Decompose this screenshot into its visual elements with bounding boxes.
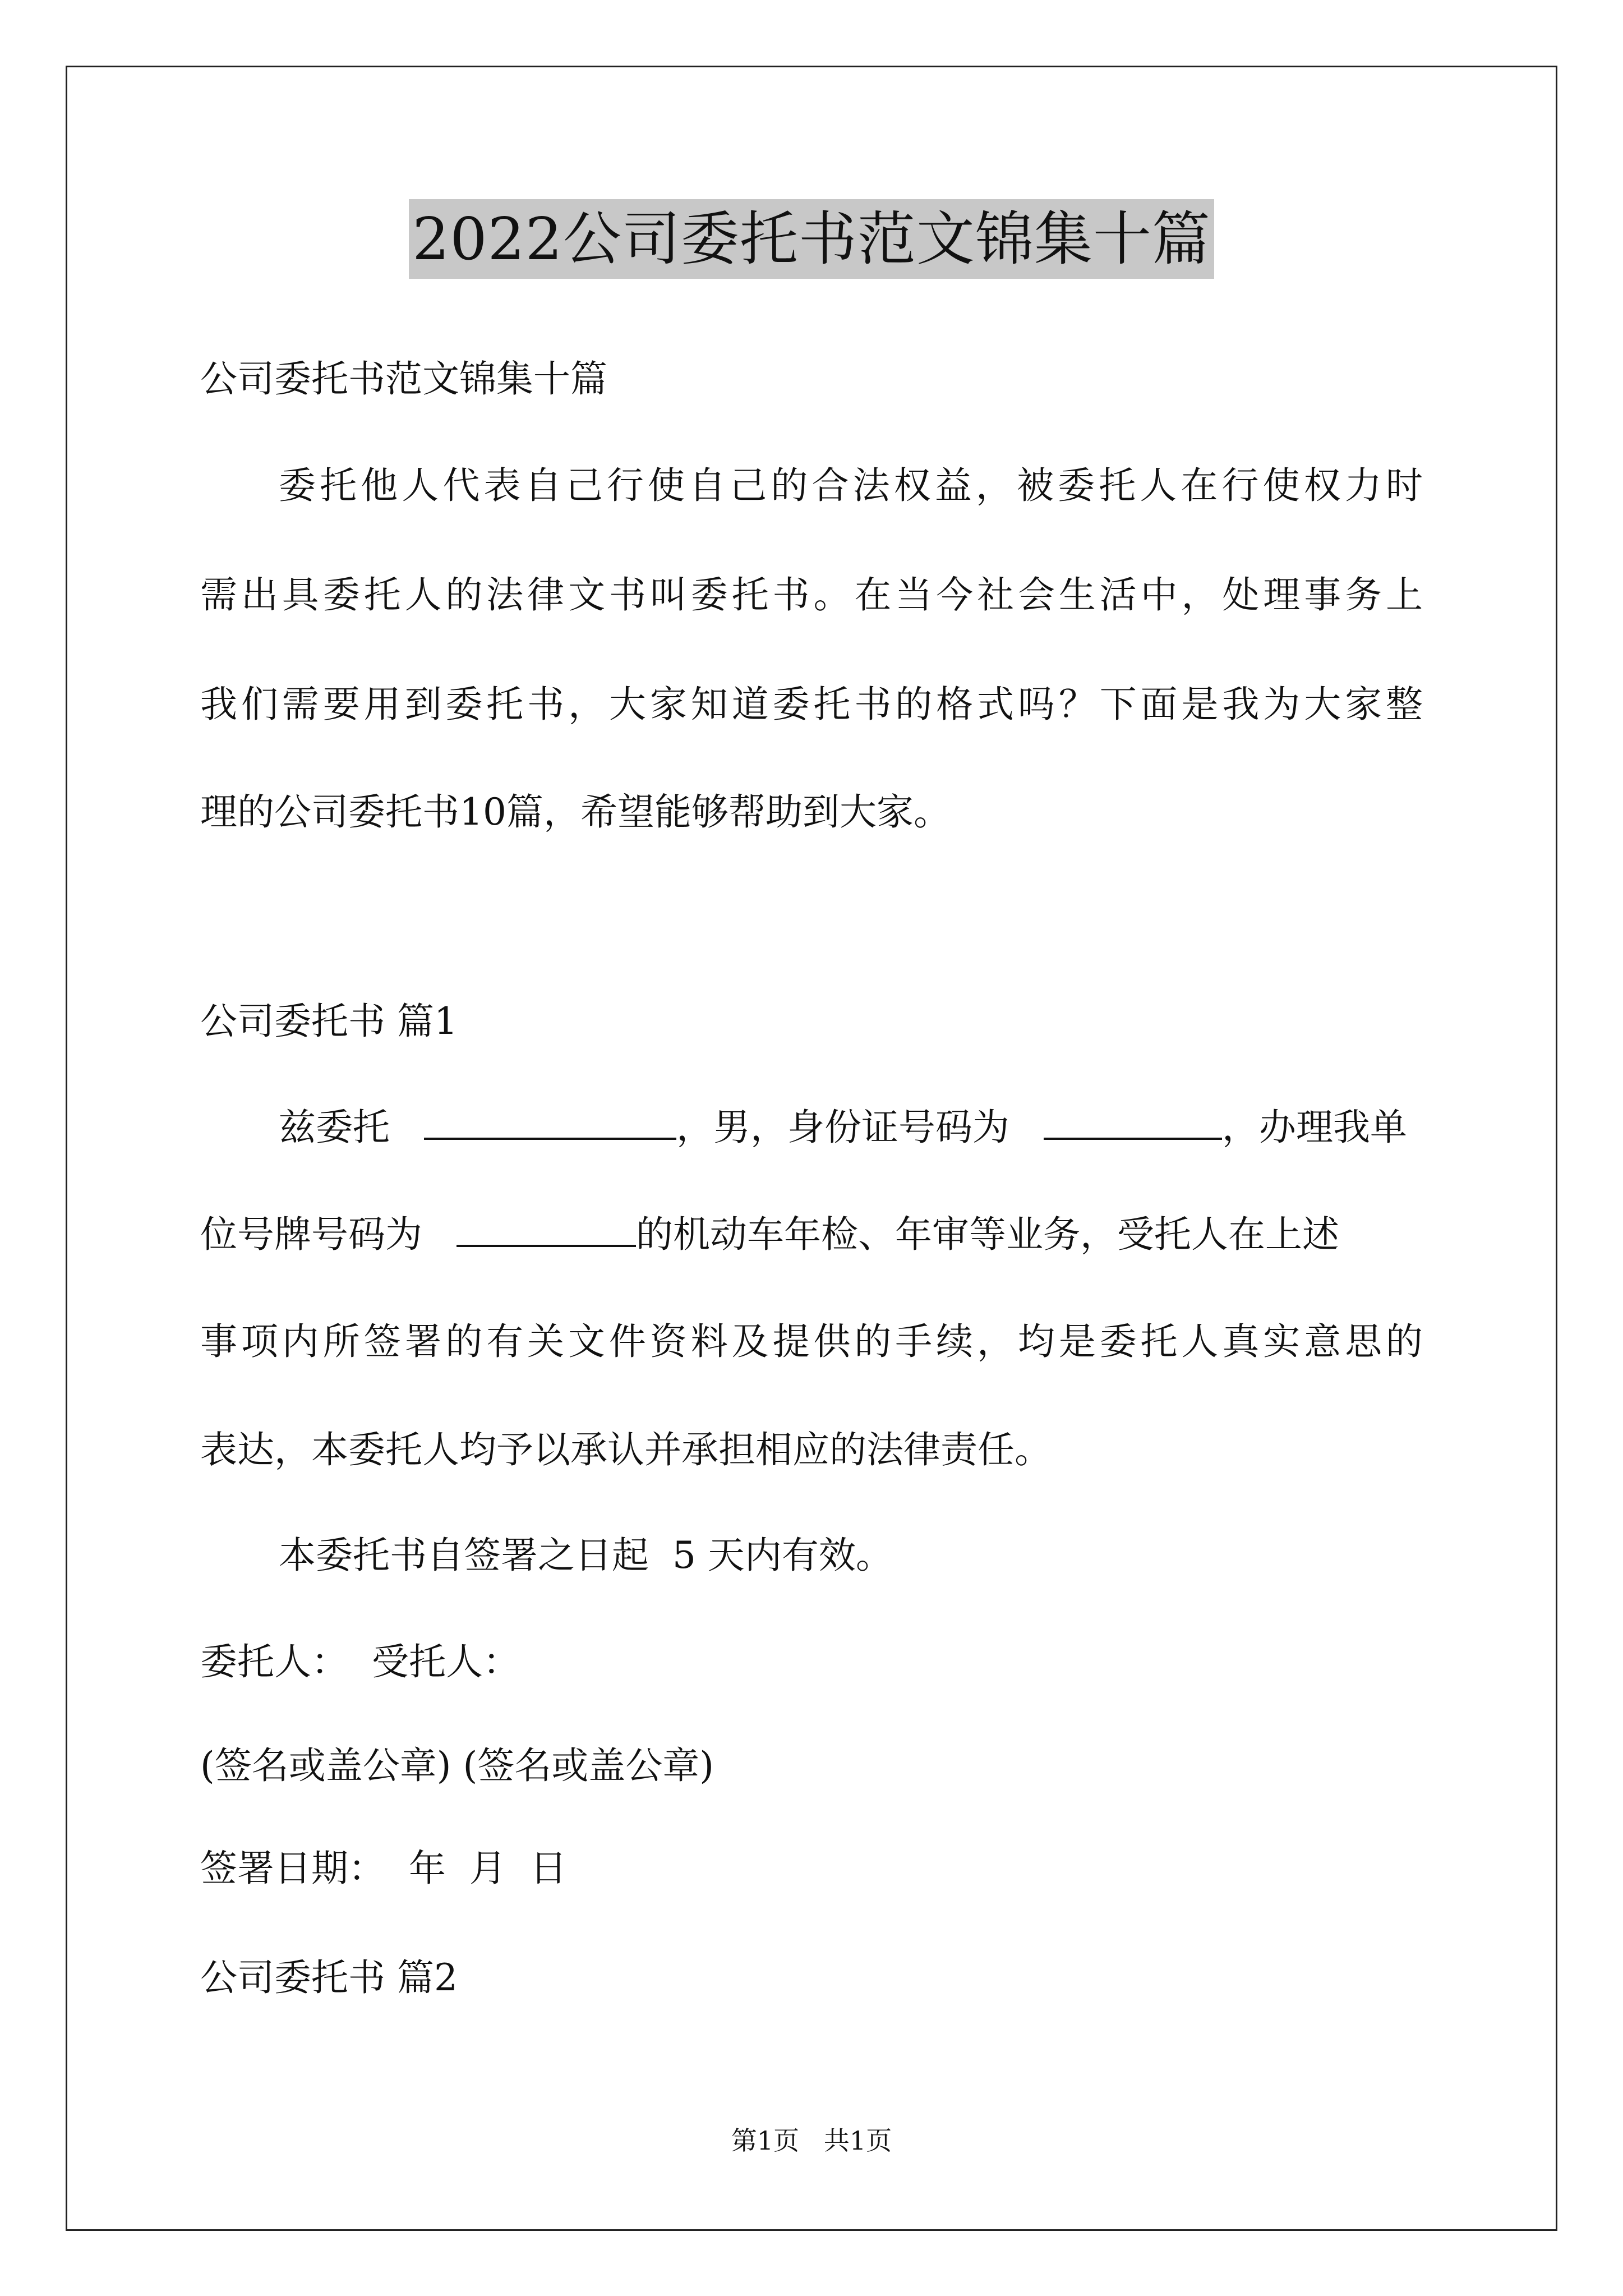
section-1-line-1 [279,1101,1407,1154]
signing-date-line: 签署日期： 年 月 日 [200,1847,567,1890]
intro-line-1: 委托他人代表自己行使自己的合法权益，被委托人在行使权力时 [279,464,1423,507]
document-title: 2022公司委托书范文锦集十篇 [409,199,1214,279]
subtitle: 公司委托书范文锦集十篇 [200,357,607,401]
section-1-line-2 [200,1208,1339,1262]
intro-line-4: 理的公司委托书10篇，希望能够帮助到大家。 [200,790,951,834]
text-segment: ，办理我单 [1221,1106,1407,1149]
id-number-blank [1044,1103,1222,1140]
text-segment: 位号牌号码为 [200,1213,422,1256]
text-segment: 兹委托 [279,1106,390,1149]
page-footer: 第1页 共1页 [731,2125,892,2156]
section-1-line-3: 事项内所签署的有关文件资料及提供的手续，均是委托人真实意思的 [200,1320,1423,1363]
text-segment: ，男，身份证号码为 [676,1106,1009,1149]
intro-line-2: 需出具委托人的法律文书叫委托书。在当今社会生活中，处理事务上 [200,573,1423,616]
name-blank [424,1103,676,1140]
section-1-line-4: 表达，本委托人均予以承认并承担相应的法律责任。 [200,1428,1052,1471]
intro-line-3: 我们需要用到委托书，大家知道委托书的格式吗？下面是我为大家整 [200,683,1423,726]
signature-note-line: (签名或盖公章) (签名或盖公章) [200,1744,714,1787]
plate-number-blank [457,1210,636,1247]
section-2-heading: 公司委托书 篇2 [200,1956,458,1999]
section-1-heading: 公司委托书 篇1 [200,1000,458,1043]
title-container [0,199,1623,279]
validity-line: 本委托书自签署之日起 5 天内有效。 [279,1534,893,1577]
signers-line: 委托人： 受托人： [200,1640,520,1683]
text-segment: 的机动车年检、年审等业务，受托人在上述 [635,1213,1339,1256]
